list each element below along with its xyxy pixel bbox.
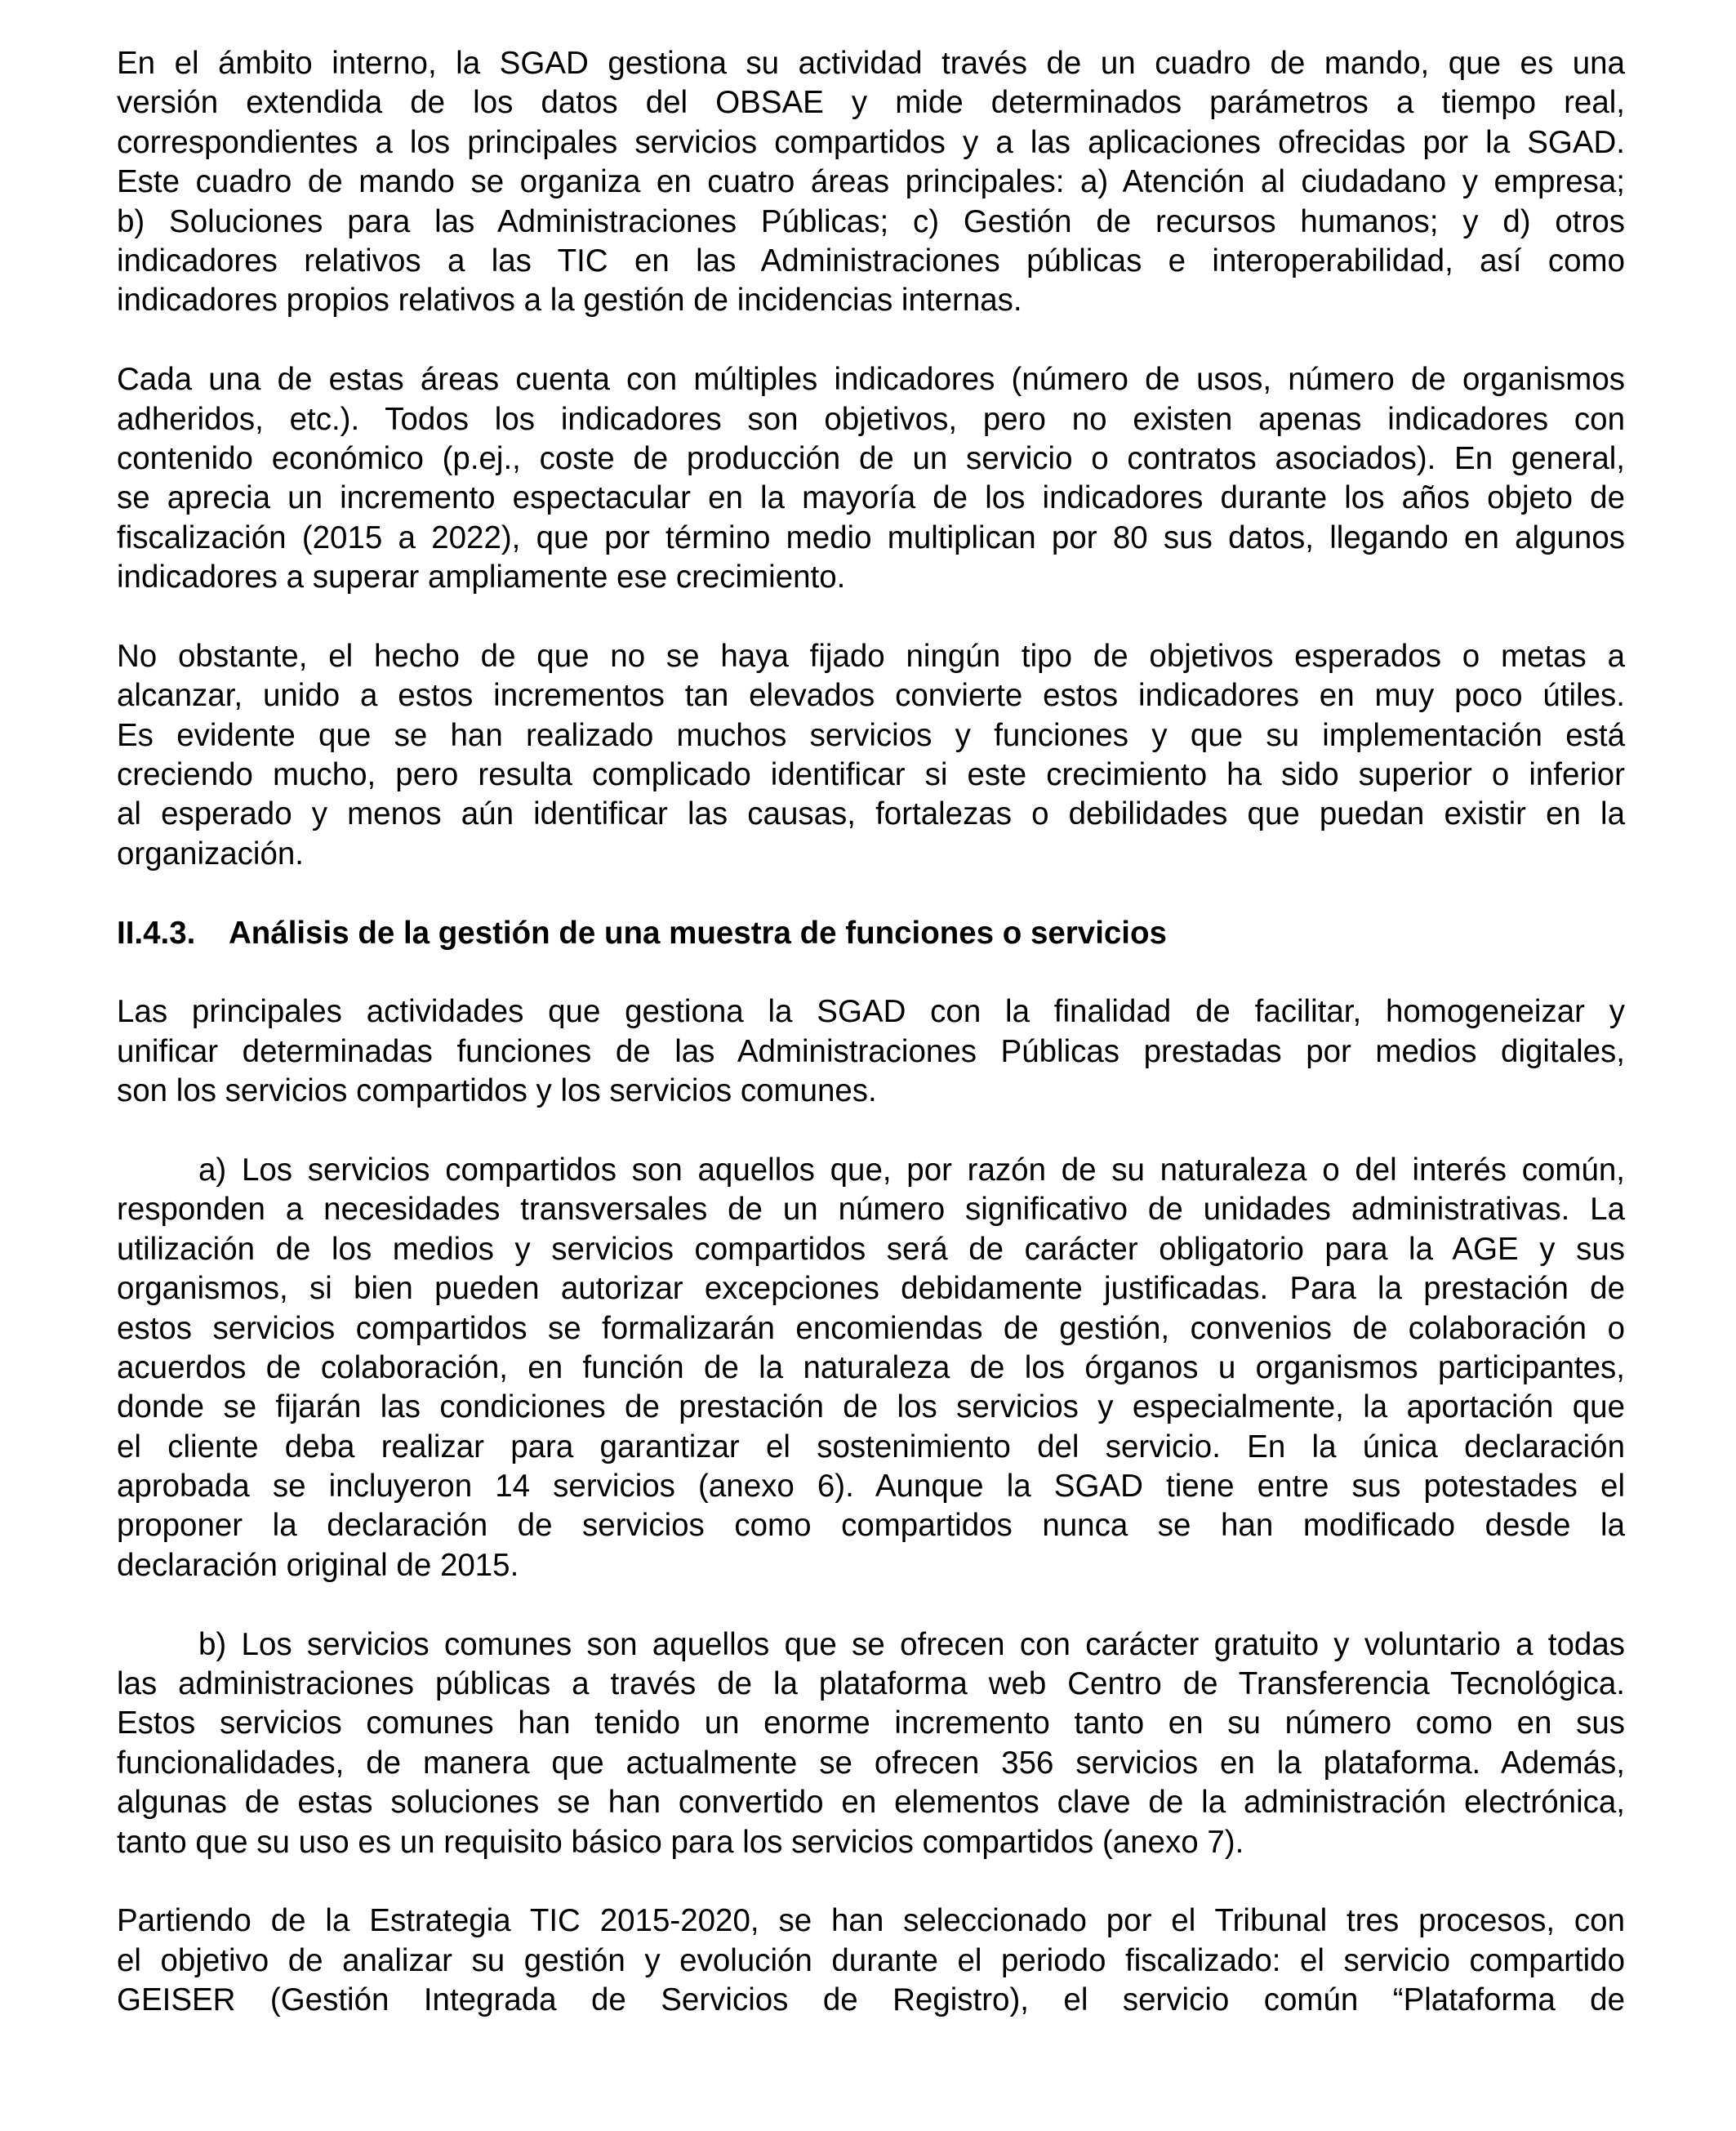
text-line: aprobada se incluyeron 14 servicios (anexo 6). Aunque la SGAD tiene entre sus potestades el (117, 1469, 1625, 1505)
text-line: funcionalidades, de manera que actualmente se ofrecen 356 servicios en la plataforma. Además, (117, 1745, 1625, 1781)
text-line: GEISER (Gestión Integrada de Servicios de Registro), el servicio común “Plataforma de (117, 1982, 1625, 2018)
text-line: tanto que su uso es un requisito básico para los servicios compartidos (anexo 7). (117, 1824, 1244, 1860)
text-line: No obstante, el hecho de que no se haya fijado ningún tipo de objetivos esperados o metas a (117, 638, 1625, 674)
text-line: proponer la declaración de servicios como compartidos nunca se han modificado desde la (117, 1508, 1625, 1544)
paragraph-principales-actividades (117, 992, 1625, 1111)
text-line: al esperado y menos aún identificar las causas, fortalezas o debilidades que puedan existir en la (117, 796, 1625, 832)
paragraph-gap (117, 321, 1625, 360)
text-line: contenido económico (p.ej., coste de producción de un servicio o contratos asociados). En general, (117, 440, 1625, 476)
text-line: el objetivo de analizar su gestión y evolución durante el periodo fiscalizado: el servicio compartido (117, 1942, 1625, 1978)
text-line: utilización de los medios y servicios compartidos será de carácter obligatorio para la AGE y sus (117, 1231, 1625, 1267)
paragraph-gap (117, 1585, 1625, 1625)
text-line: adheridos, etc.). Todos los indicadores son objetivos, pero no existen apenas indicadores con (117, 401, 1625, 437)
text-line: fiscalización (2015 a 2022), que por término medio multiplican por 80 sus datos, llegando en algunos (117, 519, 1625, 555)
text-line: En el ámbito interno, la SGAD gestiona su actividad través de un cuadro de mando, que es una (117, 46, 1625, 81)
text-line: Este cuadro de mando se organiza en cuatro áreas principales: a) Atención al ciudadano y empresa; (117, 164, 1625, 200)
text-line: Cada una de estas áreas cuenta con múltiples indicadores (número de usos, número de organismos (117, 362, 1625, 398)
text-line: responden a necesidades transversales de un número significativo de unidades administrativas. La (117, 1192, 1625, 1228)
text-line: b) Soluciones para las Administraciones Públicas; c) Gestión de recursos humanos; y d) otros (117, 203, 1625, 239)
text-line: el cliente deba realizar para garantizar el sostenimiento del servicio. En la única declaración (117, 1429, 1625, 1465)
paragraph-indicadores (117, 360, 1625, 597)
document-page (117, 44, 1625, 2021)
text-line: b) Los servicios comunes son aquellos que se ofrecen con carácter gratuito y voluntario a todas (198, 1626, 1625, 1662)
text-line: algunas de estas soluciones se han convertido en elementos clave de la administración electrónica, (117, 1785, 1625, 1821)
text-line: Las principales actividades que gestiona la SGAD con la finalidad de facilitar, homogeneizar y (117, 994, 1625, 1030)
text-line: alcanzar, unido a estos incrementos tan elevados convierte estos indicadores en muy poco útiles. (117, 678, 1625, 714)
text-line: Partiendo de la Estrategia TIC 2015-2020, se han seleccionado por el Tribunal tres procesos, con (117, 1903, 1625, 1939)
text-line: Es evidente que se han realizado muchos servicios y funciones y que su implementación está (117, 717, 1625, 753)
section-title: Análisis de la gestión de una muestra de funciones o servicios (229, 915, 1167, 951)
text-line: correspondientes a los principales servicios compartidos y a las aplicaciones ofrecidas por la SGAD. (117, 124, 1625, 160)
text-line: declaración original de 2015. (117, 1547, 519, 1583)
text-line: donde se fijarán las condiciones de prestación de los servicios y especialmente, la aportación que (117, 1389, 1625, 1425)
text-line: acuerdos de colaboración, en función de la naturaleza de los órganos u organismos participantes, (117, 1349, 1625, 1385)
section-heading (117, 914, 1625, 953)
text-line: son los servicios compartidos y los servicios comunes. (117, 1073, 877, 1109)
section-number: II.4.3. (117, 915, 196, 951)
paragraph-servicios-comunes (117, 1625, 1625, 1862)
text-line: Estos servicios comunes han tenido un enorme incremento tanto en su número como en sus (117, 1705, 1625, 1741)
text-line: indicadores propios relativos a la gestión de incidencias internas. (117, 283, 1022, 319)
text-line: indicadores a superar ampliamente ese crecimiento. (117, 559, 846, 595)
text-line: las administraciones públicas a través de la plataforma web Centro de Transferencia Tecnológica. (117, 1666, 1625, 1702)
paragraph-servicios-compartidos (117, 1151, 1625, 1585)
text-line: indicadores relativos a las TIC en las Administraciones públicas e interoperabilidad, así como (117, 243, 1625, 279)
paragraph-no-obstante (117, 637, 1625, 874)
text-line: unificar determinadas funciones de las Administraciones Públicas prestadas por medios digitales, (117, 1033, 1625, 1069)
paragraph-gap (117, 953, 1625, 992)
text-line: organismos, si bien pueden autorizar excepciones debidamente justificadas. Para la prestación de (117, 1271, 1625, 1307)
paragraph-estrategia-tic (117, 1901, 1625, 2020)
text-line: se aprecia un incremento espectacular en la mayoría de los indicadores durante los años objeto de (117, 480, 1625, 516)
paragraph-gap (117, 597, 1625, 636)
paragraph-gap (117, 874, 1625, 913)
text-line: organización. (117, 836, 305, 872)
paragraph-gap (117, 1112, 1625, 1151)
text-line: versión extendida de los datos del OBSAE y mide determinados parámetros a tiempo real, (117, 85, 1625, 121)
paragraph-cuadro-de-mando (117, 44, 1625, 321)
text-line: creciendo mucho, pero resulta complicado identificar si este crecimiento ha sido superior o inferior (117, 757, 1625, 793)
paragraph-gap (117, 1862, 1625, 1901)
text-line: estos servicios compartidos se formalizarán encomiendas de gestión, convenios de colaboración o (117, 1310, 1625, 1346)
text-line: a) Los servicios compartidos son aquellos que, por razón de su naturaleza o del interés común, (198, 1152, 1625, 1188)
